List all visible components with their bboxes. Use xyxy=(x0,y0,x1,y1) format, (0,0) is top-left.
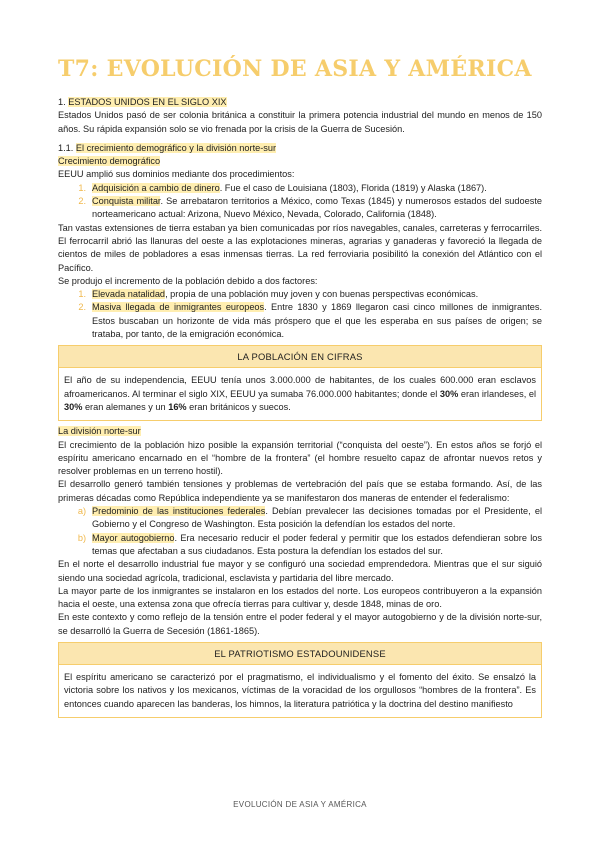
list-item xyxy=(58,505,542,532)
paragraph: En el norte el desarrollo industrial fue mayor y se configuró una sociedad emprendedora. Mientras que el sur siguió siendo una sociedad agrícola, tradicional, esclavista y partidaria del libre mercado. xyxy=(58,559,542,583)
section-1-title: ESTADOS UNIDOS EN EL SIGLO XIX xyxy=(68,97,227,107)
list-item-key: Adquisición a cambio de dinero xyxy=(92,182,220,193)
paragraph: En este contexto y como reflejo de la tensión entre el poder federal y el mayor autogobierno y de la división norte-sur, se desarrolló la Guerra de Secesión (1861-1865). xyxy=(58,612,542,636)
list-item-text: . Se arrebataron territorios a México, como Texas (1845) y numerosos estados del sudoeste norteamericano actual: Arizona, Nuevo México, Nevada, Colorado, California (1848). xyxy=(92,196,542,220)
list-item xyxy=(58,288,542,301)
patriotism-box xyxy=(58,642,542,718)
section-1-number: 1. xyxy=(58,97,66,107)
list-item-key: Elevada natalidad xyxy=(92,289,166,300)
procedures-list xyxy=(58,182,542,222)
section-1-1-number: 1.1. xyxy=(58,142,74,153)
list-marker: a) xyxy=(77,506,86,517)
paragraph: El crecimiento de la población hizo posible la expansión territorial (“conquista del oeste”). En estos años se forjó el espíritu americano encarnado en el “hombre de la frontera” (el hombre resuelto capaz de afrontar nuevos retos y resolver problemas en un terreno hostil). xyxy=(58,439,542,477)
list-item-key: Masiva llegada de inmigrantes europeos xyxy=(92,302,265,313)
paragraph: La mayor parte de los inmigrantes se instalaron en los estados del norte. Los europeos contribuyeron a la expansión hacia el oeste, una extensa zona que ofrecía tierras para cultivar y, desde 1848, minas de oro. xyxy=(58,585,542,610)
list-item xyxy=(58,532,542,559)
section-1-1-title: El crecimiento demográfico y la división norte-sur xyxy=(75,142,277,153)
list-item-key: Predominio de las instituciones federales xyxy=(92,506,266,517)
section-1-intro: Estados Unidos pasó de ser colonia británica a constituir la primera potencia industrial del mundo en menos de 150 años. Su rápida expansión solo se vio frenada por la crisis de la Guerra de Sucesión. xyxy=(58,110,542,134)
list-item xyxy=(58,195,542,222)
list-item-text: . Fue el caso de Louisiana (1803), Florida (1819) y Alaska (1867). xyxy=(219,182,487,193)
box-heading: EL PATRIOTISMO ESTADOUNIDENSE xyxy=(59,643,541,665)
list-marker: 1. xyxy=(78,182,86,193)
federalism-list xyxy=(58,505,542,558)
page-footer: EVOLUCIÓN DE ASIA Y AMÉRICA xyxy=(233,800,367,809)
page-title: T7: EVOLUCIÓN DE ASIA Y AMÉRICA xyxy=(58,56,532,82)
list-item-text: . Debían prevalecer las decisiones tomadas por el Presidente, el Gobierno y el Congreso de Washington. Esta posición la defendían los estados del norte. xyxy=(92,506,543,530)
list-marker: 2. xyxy=(78,302,86,313)
population-figures-box xyxy=(58,345,542,421)
box-text: El espíritu americano se caracterizó por el pragmatismo, el individualismo y el fomento del éxito. Se ensalzó la victoria sobre los nativos y los mexicanos, víctimas de la voracidad de los orgullosos “hombres de la frontera”. Es entonces cuando aparecen las banderas, los himnos, la literatura patriótica y la doctrina del destino manifiesto xyxy=(64,671,536,709)
factors-list xyxy=(58,288,542,341)
paragraph: El desarrollo generó también tensiones y problemas de vertebración del país que se estaba formando. Así, de las primeras décadas como República independiente ya se manifestaron dos maneras de entender el federalismo: xyxy=(58,479,542,503)
paragraph: Tan vastas extensiones de tierra estaban ya bien comunicadas por ríos navegables, canales, carreteras y ferrocarriles. El ferrocarril abrió las llanuras del oeste a las explotaciones mineras, agrarias y ganaderas y favoreció la llegada de cientos de miles de pobladores a esas inmensas tierras. La red ferroviaria posibilitó la conexión del Atlántico con el Pacífico. xyxy=(58,222,542,273)
paragraph: Se produjo el incremento de la población debido a dos factores: xyxy=(58,275,318,286)
list-item-key: Conquista militar xyxy=(92,196,161,207)
list-marker: 1. xyxy=(78,289,86,300)
list-item xyxy=(58,182,542,195)
section-1-heading xyxy=(58,96,542,109)
list-marker: b) xyxy=(77,532,86,543)
list-item-text: . Entre 1830 y 1869 llegaron casi cinco millones de inmigrantes. Estos buscaban un horizonte de vida más próspero que el que les esperaba en sus países de origen; se trataba, por tanto, de la emigración económica. xyxy=(92,302,542,340)
paragraph: EEUU amplió sus dominios mediante dos procedimientos: xyxy=(58,169,295,180)
list-marker: 2. xyxy=(78,196,86,207)
list-item-key: Mayor autogobierno xyxy=(92,532,175,543)
section-1-1-heading xyxy=(58,142,542,155)
subheading-crecimiento: Crecimiento demográfico xyxy=(58,156,161,167)
list-item-text: , propia de una población muy joven y con buenas perspectivas económicas. xyxy=(165,289,479,300)
box-text: El año de su independencia, EEUU tenía unos 3.000.000 de habitantes, de los cuales 600.000 eran esclavos afroamericanos. Al terminar el siglo XIX, EEUU ya sumaba 76.000.000 habitantes; donde el 30% eran irlandeses, el 30% eran alemanes y un 16% eran británicos y suecos. xyxy=(64,375,536,412)
subheading-division: La división norte-sur xyxy=(58,426,141,437)
list-item-text: . Era necesario reducir el poder federal y permitir que los estados defendieran sobre los temas que afectaban a sus ciudadanos. Esta postura la defendían los estados del sur. xyxy=(92,532,543,556)
document-body xyxy=(58,96,542,722)
box-heading: LA POBLACIÓN EN CIFRAS xyxy=(59,346,541,368)
list-item xyxy=(58,301,542,341)
